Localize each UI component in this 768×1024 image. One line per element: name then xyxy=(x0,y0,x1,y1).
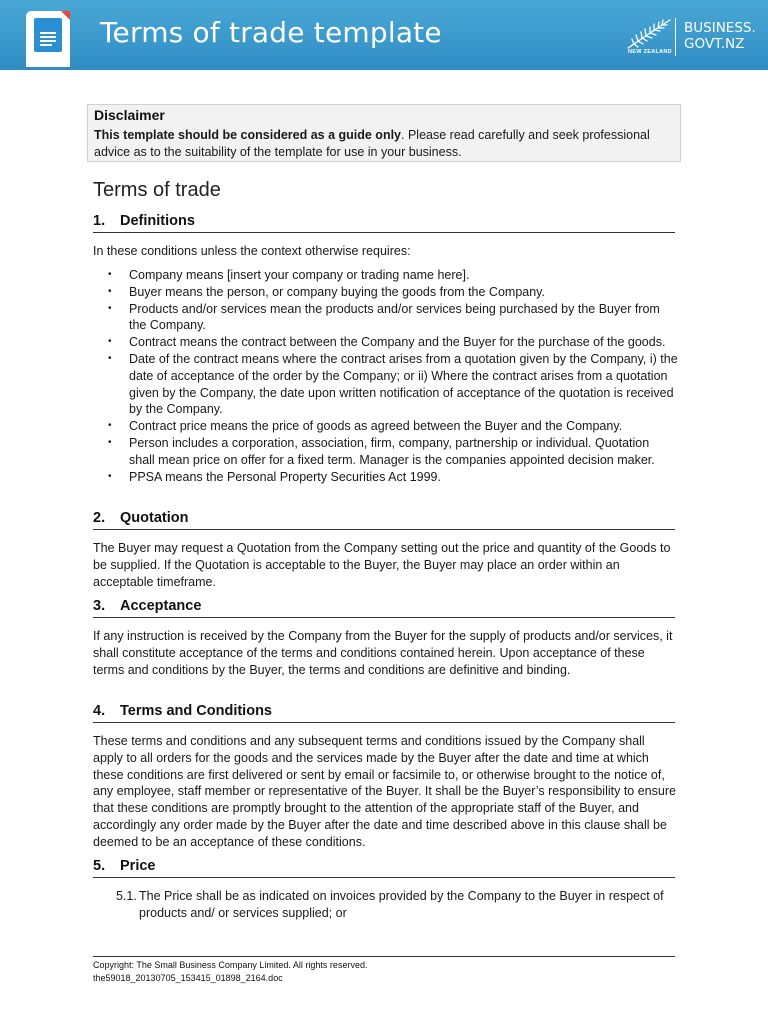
page-title: Terms of trade template xyxy=(100,16,442,49)
section-number: 4. xyxy=(93,703,106,719)
section-number: 5. xyxy=(93,858,106,874)
list-item: • Products and/or services mean the products and/or services being purchased by the Buyer from the Company. xyxy=(108,301,678,335)
definitions-list xyxy=(108,267,678,485)
section-number: 1. xyxy=(93,213,106,229)
section-title: Quotation xyxy=(120,510,189,526)
disclaimer-bold-text: This template should be considered as a guide only xyxy=(94,128,402,142)
list-item: • Date of the contract means where the contract arises from a quotation given by the Company, i) the date of acceptance of the order by the Company; or ii) Where the contract arises from a quotation given by the Company, the date upon written notification of acceptance of the quotation is received by the Company. xyxy=(108,351,678,418)
section-heading-definitions xyxy=(93,213,675,233)
footer xyxy=(93,959,367,985)
price-item xyxy=(116,888,676,922)
terms-text: These terms and conditions and any subsequent terms and conditions issued by the Company shall apply to all orders for the goods and the services made by the Buyer after the date and time at which these conditions are first delivered or sent by email or facsimile to, or otherwise brought to the notice of, any employee, staff member or representative of the Buyer. It shall be the Buyer’s responsibility to ensure that these conditions are promptly brought to the attention of the appropriate staff of the Buyer, and accordingly any order made by the Buyer after the date and time described above in this clause shall be deemed to be an acceptance of these conditions. xyxy=(93,734,676,849)
quotation-text: The Buyer may request a Quotation from the Company setting out the price and quantity of the Goods to be supplied. If the Quotation is acceptable to the Buyer, the Buyer may place an order within an acceptable timeframe. xyxy=(93,541,671,589)
price-item-text: The Price shall be as indicated on invoices provided by the Company to the Buyer in respect of products and/ or services supplied; or xyxy=(139,889,664,920)
section-heading-price xyxy=(93,858,675,878)
disclaimer-text xyxy=(94,127,674,160)
section-title: Acceptance xyxy=(120,598,202,614)
acceptance-text: If any instruction is received by the Company from the Buyer for the supply of products and/or services, it shall constitute acceptance of the terms and conditions contained herein. Upon acceptance of these terms and conditions by the Buyer, the terms and conditions are definitive and binding. xyxy=(93,629,673,677)
document-title: Terms of trade xyxy=(93,179,221,201)
footer-divider xyxy=(93,956,675,957)
list-item: • Contract means the contract between the Company and the Buyer for the purchase of the goods. xyxy=(108,334,678,351)
logo-divider xyxy=(675,18,676,56)
list-item: • Buyer means the person, or company buying the goods from the Company. xyxy=(108,284,678,301)
header-banner xyxy=(0,0,768,70)
section-title: Terms and Conditions xyxy=(120,703,272,719)
section-number: 3. xyxy=(93,598,106,614)
logo-subtitle: NEW ZEALAND xyxy=(628,49,672,55)
section-heading-acceptance xyxy=(93,598,675,618)
list-item: • PPSA means the Personal Property Securities Act 1999. xyxy=(108,469,678,486)
list-item: • Company means [insert your company or trading name here]. xyxy=(108,267,678,284)
section-title: Price xyxy=(120,858,156,874)
section-heading-quotation xyxy=(93,510,675,530)
business-govt-logo[interactable] xyxy=(684,20,756,52)
definitions-intro: In these conditions unless the context otherwise requires: xyxy=(93,244,411,258)
list-item: • Person includes a corporation, association, firm, company, partnership or individual. Quotation shall mean price on offer for a fixed term. Manager is the companies appointed decision maker. xyxy=(108,435,678,469)
price-item-number: 5.1. xyxy=(116,889,137,903)
document-icon xyxy=(26,11,70,67)
footer-copyright: Copyright: The Small Business Company Limited. All rights reserved. xyxy=(93,960,368,970)
logo-line-1: BUSINESS. xyxy=(684,20,756,36)
logo-line-2: GOVT.NZ xyxy=(684,36,745,52)
disclaimer-box xyxy=(87,104,681,162)
list-item: • Contract price means the price of goods as agreed between the Buyer and the Company. xyxy=(108,418,678,435)
section-title: Definitions xyxy=(120,213,195,229)
footer-filename: the59018_20130705_153415_01898_2164.doc xyxy=(93,973,283,983)
disclaimer-heading: Disclaimer xyxy=(94,107,165,123)
section-heading-terms-and-conditions xyxy=(93,703,675,723)
section-number: 2. xyxy=(93,510,106,526)
disclaimer-body-text: . Please read carefully and seek professional advice as to the suitability of the template for use in your business. xyxy=(94,128,650,159)
